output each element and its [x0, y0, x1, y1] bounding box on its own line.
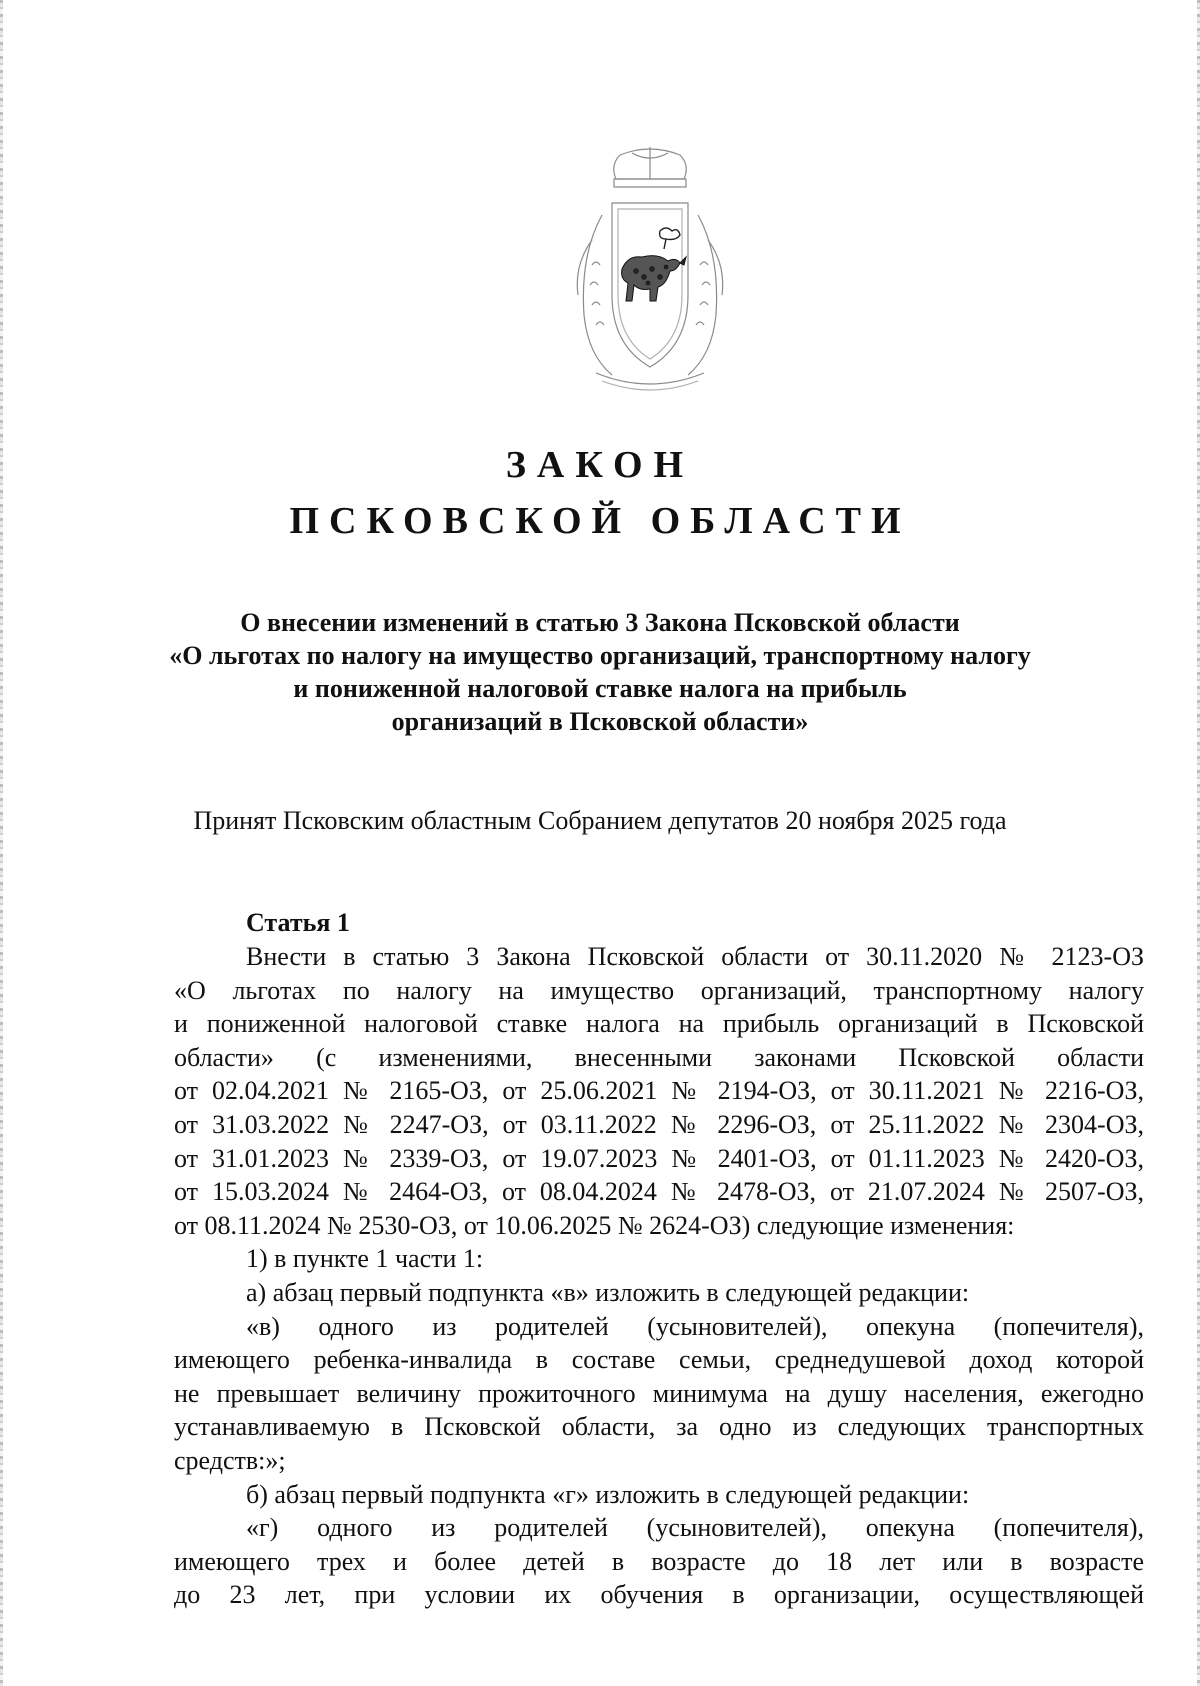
coat-of-arms-emblem	[562, 145, 738, 395]
body-line: «г) одного из родителей (усыновителей), опекуна (попечителя),	[246, 1513, 1144, 1543]
body-line: от 15.03.2024 № 2464-ОЗ, от 08.04.2024 № 2478-ОЗ, от 21.07.2024 № 2507-ОЗ,	[174, 1177, 1144, 1207]
scan-edge-left	[0, 0, 3, 1686]
body-line: «О льготах по налогу на имущество организаций, транспортному налогу	[174, 975, 1144, 1005]
document-subtitle: ПСКОВСКОЙ ОБЛАСТИ	[289, 500, 911, 542]
body-line: и пониженной налоговой ставке налога на прибыль организаций в Псковской	[174, 1009, 1144, 1039]
body-line: устанавливаемую в Псковской области, за одно из следующих транспортных	[174, 1412, 1144, 1442]
body-line: имеющего трех и более детей в возрасте до 18 лет или в возрасте	[174, 1546, 1144, 1576]
body-line: от 31.01.2023 № 2339-ОЗ, от 19.07.2023 № 2401-ОЗ, от 01.11.2023 № 2420-ОЗ,	[174, 1143, 1144, 1173]
body-line: а) абзац первый подпункта «в» изложить в следующей редакции:	[246, 1277, 970, 1307]
document-title: ЗАКОН	[505, 444, 695, 486]
body-line: 1) в пункте 1 части 1:	[246, 1244, 484, 1274]
body-line: от 31.03.2022 № 2247-ОЗ, от 03.11.2022 № 2296-ОЗ, от 25.11.2022 № 2304-ОЗ,	[174, 1109, 1144, 1139]
law-heading	[150, 606, 1050, 738]
law-heading-line: О внесении изменений в статью 3 Закона Псковской области	[240, 608, 960, 637]
law-heading-line: организаций в Псковской области»	[391, 707, 809, 736]
body-line: «в) одного из родителей (усыновителей), опекуна (попечителя),	[246, 1311, 1144, 1341]
article-body	[174, 940, 1144, 1612]
body-line: б) абзац первый подпункта «г» изложить в следующей редакции:	[246, 1479, 970, 1509]
adoption-line: Принят Псковским областным Собранием депутатов 20 ноября 2025 года	[193, 806, 1007, 835]
law-heading-line: «О льготах по налогу на имущество организаций, транспортному налогу	[169, 641, 1031, 670]
body-line: от 08.11.2024 № 2530-ОЗ, от 10.06.2025 № 2624-ОЗ) следующие изменения:	[174, 1210, 1015, 1240]
law-heading-line: и пониженной налоговой ставке налога на прибыль	[293, 674, 907, 703]
body-line: не превышает величину прожиточного минимума на душу населения, ежегодно	[174, 1378, 1144, 1408]
body-line: средств:»;	[174, 1445, 286, 1475]
body-line: области» (с изменениями, внесенными законами Псковской области	[174, 1042, 1144, 1072]
article-title: Статья 1	[246, 908, 350, 937]
body-line: имеющего ребенка-инвалида в составе семьи, среднедушевой доход которой	[174, 1345, 1144, 1375]
body-line: Внести в статью 3 Закона Псковской области от 30.11.2020 № 2123-ОЗ	[246, 942, 1144, 971]
body-line: от 02.04.2021 № 2165-ОЗ, от 25.06.2021 № 2194-ОЗ, от 30.11.2021 № 2216-ОЗ,	[174, 1076, 1144, 1106]
body-line: до 23 лет, при условии их обучения в организации, осуществляющей	[174, 1580, 1144, 1610]
